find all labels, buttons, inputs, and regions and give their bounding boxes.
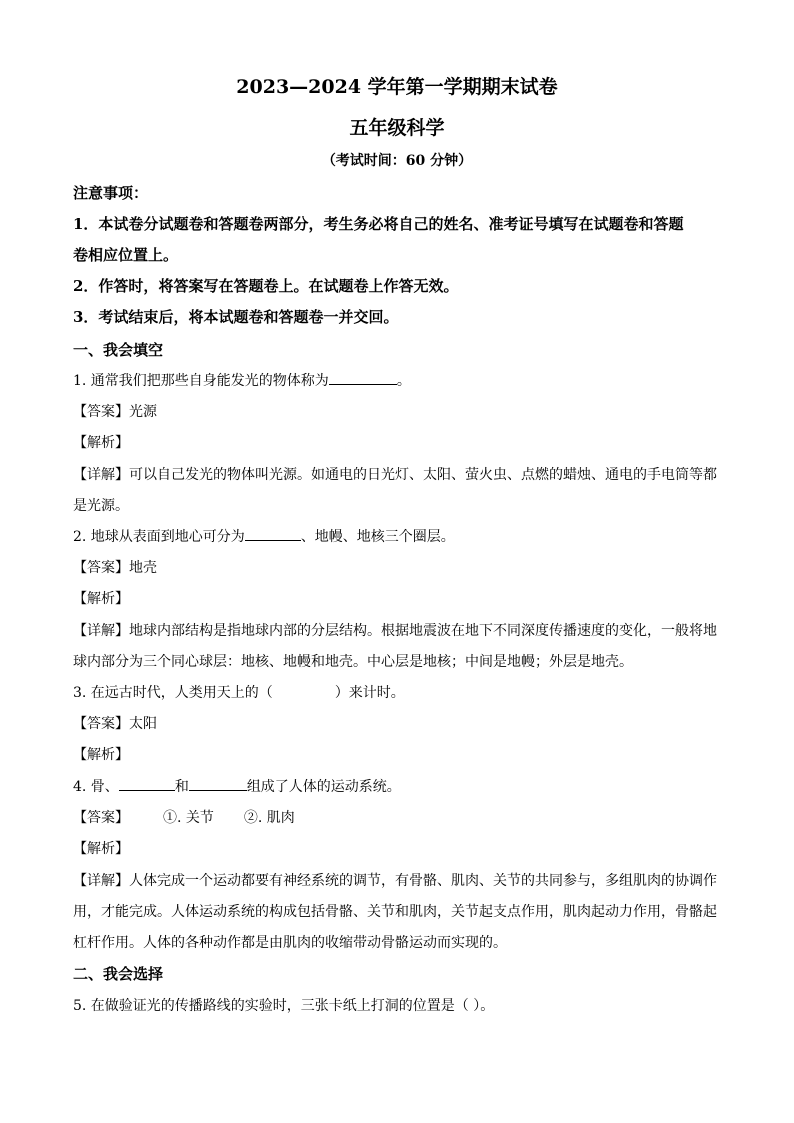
section-1-heading: 一、我会填空: [73, 341, 164, 359]
detail-1-line-1: [73, 464, 734, 484]
answer-blank: [329, 370, 397, 385]
exam-title: 2023—2024 学年第一学期期末试卷: [236, 76, 558, 98]
question-5: 5. 在做验证光的传播路线的实验时，三张卡纸上打洞的位置是（ ）。: [73, 998, 495, 1014]
detail-2-line-1: [73, 620, 734, 640]
answer-4-value-1: ①. 关节: [163, 810, 214, 826]
exam-subtitle: 五年级科学: [349, 117, 445, 139]
detail-1-text-1: 可以自己发光的物体叫光源。如通电的日光灯、太阳、萤火虫、点燃的蜡烛、通电的手电筒等都: [129, 467, 717, 483]
question-3-suffix: ）来计时。: [334, 685, 405, 701]
question-2: [73, 526, 734, 546]
notice-item-3: 3．考试结束后，将本试题卷和答题卷一并交回。: [73, 308, 399, 326]
notice-heading: 注意事项：: [73, 184, 149, 202]
detail-4-line-2: 用，才能完成。人体运动系统的构成包括骨骼、关节和肌肉，关节起支点作用，肌肉起动力作用，骨骼起: [73, 904, 717, 920]
analysis-3-label: 【解析】: [73, 747, 129, 763]
detail-4-text-1: 人体完成一个运动都要有神经系统的调节，有骨骼、肌肉、关节的共同参与，多组肌肉的协调作: [129, 873, 717, 889]
answer-blank: [245, 526, 301, 541]
question-4-suffix: 组成了人体的运动系统。: [246, 779, 401, 795]
detail-4-line-1: [73, 870, 734, 890]
answer-1-value: 光源: [129, 404, 157, 420]
answer-2: [73, 557, 734, 577]
question-4: [73, 776, 734, 796]
answer-label: 【答案】: [73, 404, 129, 420]
answer-blank: [189, 776, 247, 791]
question-4-prefix: 4. 骨、: [73, 779, 119, 795]
notice-item-1-line-1: 1．本试卷分试题卷和答题卷两部分，考生务必将自己的姓名、准考证号填写在试题卷和答题: [73, 215, 684, 233]
answer-4: [73, 807, 734, 827]
question-2-suffix: 、地幔、地核三个圈层。: [300, 529, 455, 545]
question-1-prefix: 1. 通常我们把那些自身能发光的物体称为: [73, 373, 329, 389]
detail-label: 【详解】: [73, 623, 129, 639]
question-1: [73, 370, 734, 390]
detail-label: 【详解】: [73, 873, 129, 889]
answer-3-value: 太阳: [129, 716, 157, 732]
detail-2-text-1: 地球内部结构是指地球内部的分层结构。根据地震波在地下不同深度传播速度的变化，一般将地: [129, 623, 717, 639]
notice-item-1-line-2: 卷相应位置上。: [73, 246, 179, 264]
answer-1: [73, 401, 734, 421]
question-1-suffix: 。: [396, 373, 411, 389]
answer-label: 【答案】: [73, 560, 129, 576]
notice-item-2: 2．作答时，将答案写在答题卷上。在试题卷上作答无效。: [73, 277, 459, 295]
analysis-4-label: 【解析】: [73, 841, 129, 857]
answer-4-value-2: ②. 肌肉: [243, 810, 295, 826]
question-3: [73, 682, 734, 702]
question-2-prefix: 2. 地球从表面到地心可分为: [73, 529, 245, 545]
exam-time: （考试时间：60 分钟）: [321, 153, 473, 169]
answer-2-value: 地壳: [129, 560, 157, 576]
detail-2-line-2: 球内部分为三个同心球层：地核、地幔和地壳。中心层是地核；中间是地幔；外层是地壳。: [73, 654, 633, 670]
detail-label: 【详解】: [73, 467, 129, 483]
question-4-middle: 和: [174, 779, 189, 795]
answer-blank: [119, 776, 175, 791]
analysis-2-label: 【解析】: [73, 591, 129, 607]
section-2-heading: 二、我会选择: [73, 965, 164, 983]
analysis-1-label: 【解析】: [73, 435, 129, 451]
detail-4-line-3: 杠杆作用。人体的各种动作都是由肌肉的收缩带动骨骼运动而实现的。: [73, 935, 507, 951]
question-3-prefix: 3. 在远古时代，人类用天上的（: [73, 685, 273, 701]
answer-label: 【答案】: [73, 810, 129, 826]
detail-1-line-2: 是光源。: [73, 498, 129, 514]
answer-label: 【答案】: [73, 716, 129, 732]
answer-3: [73, 713, 734, 733]
